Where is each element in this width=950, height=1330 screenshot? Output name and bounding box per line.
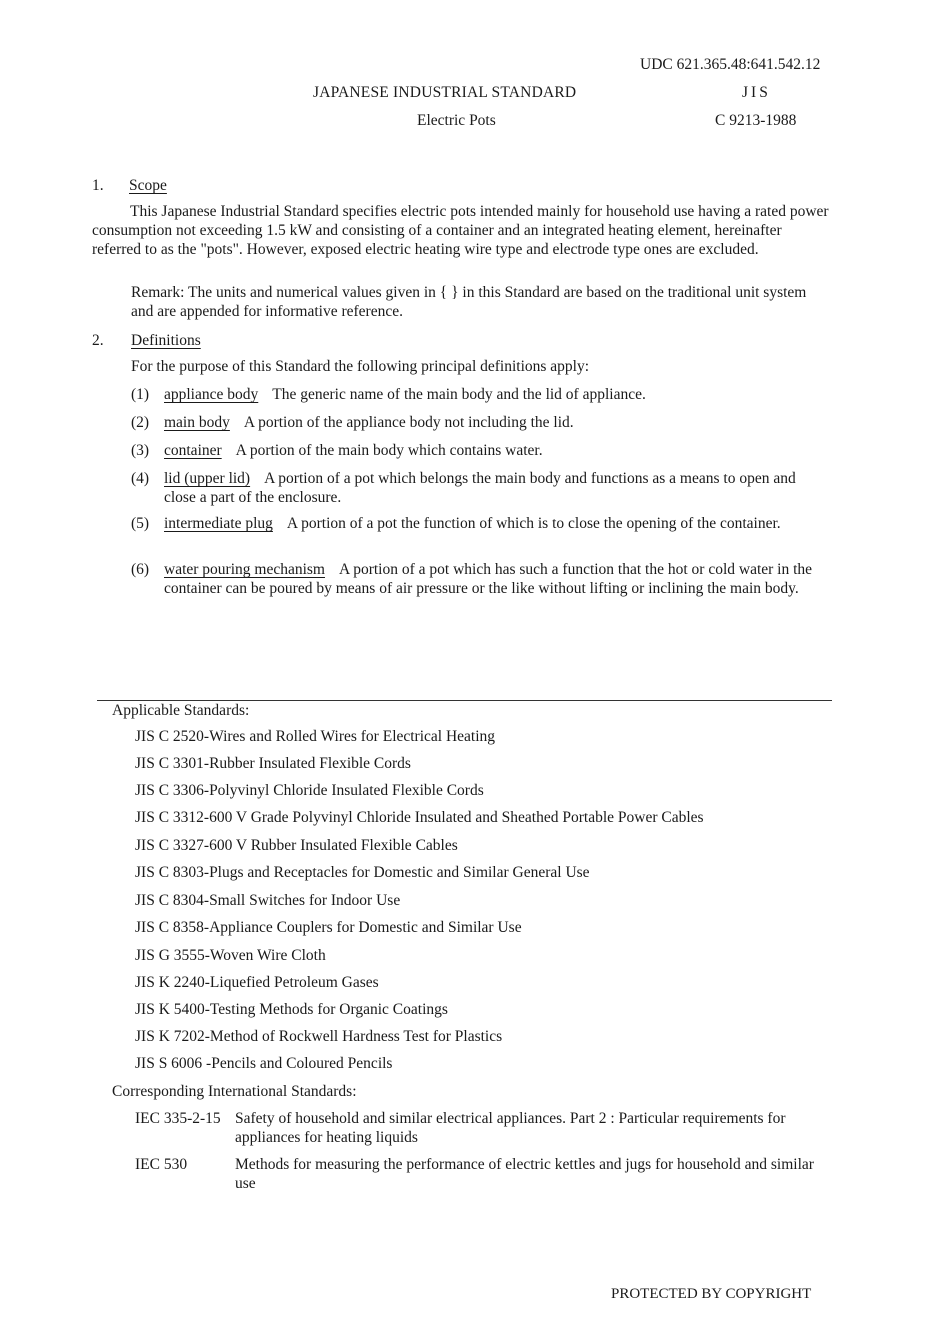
iec-code: IEC 530 xyxy=(135,1156,188,1173)
definition-term: main body xyxy=(164,414,230,431)
corresponding-standard-item xyxy=(135,1110,825,1148)
corresponding-standards-heading: Corresponding International Standards: xyxy=(112,1083,357,1100)
section-2-number: 2. xyxy=(92,332,104,349)
remark-label: Remark: xyxy=(131,284,185,301)
jis-mark: JIS xyxy=(742,84,771,101)
copyright-notice: PROTECTED BY COPYRIGHT xyxy=(611,1286,812,1302)
definition-item xyxy=(131,442,831,461)
definition-term: water pouring mechanism xyxy=(164,561,325,578)
section-1-number: 1. xyxy=(92,177,104,194)
applicable-standard-item: JIS C 8304-Small Switches for Indoor Use xyxy=(135,892,401,909)
definition-item xyxy=(131,515,831,534)
applicable-standard-item: JIS C 8358-Appliance Couplers for Domestic and Similar Use xyxy=(135,919,522,936)
document-number: C 9213-1988 xyxy=(715,112,797,129)
applicable-standard-item: JIS S 6006 -Pencils and Coloured Pencils xyxy=(135,1055,393,1072)
section-1-heading: Scope xyxy=(129,177,167,194)
definition-text: A portion of the appliance body not including the lid. xyxy=(243,414,574,431)
definition-text: A portion of a pot which has such a function that the hot or cold water in the container can be poured by means of air pressure or the like without lifting or inclining the main body. xyxy=(164,561,813,597)
section-2-heading: Definitions xyxy=(131,332,201,349)
applicable-standard-item: JIS C 3306-Polyvinyl Chloride Insulated Flexible Cords xyxy=(135,782,484,799)
definition-number: (4) xyxy=(131,470,150,487)
applicable-standard-item: JIS K 2240-Liquefied Petroleum Gases xyxy=(135,974,379,991)
iec-description: Methods for measuring the performance of electric kettles and jugs for household and similar use xyxy=(235,1156,814,1192)
remark xyxy=(131,284,831,322)
applicable-standard-item: JIS C 3327-600 V Rubber Insulated Flexible Cables xyxy=(135,837,458,854)
scope-body: This Japanese Industrial Standard specifies electric pots intended mainly for household use having a rated power consumption not exceeding 1.5 kW and consisting of a container and an integrated heating element, hereinafter referred to as the "pots". However, exposed electric heating wire type and electrode type ones are excluded. xyxy=(92,203,829,258)
definition-number: (5) xyxy=(131,515,150,532)
definition-text: The generic name of the main body and the lid of appliance. xyxy=(272,386,646,403)
document-title: Electric Pots xyxy=(417,112,496,129)
definition-number: (2) xyxy=(131,414,150,431)
definition-item xyxy=(131,470,831,508)
definition-text: A portion of the main body which contains water. xyxy=(235,442,543,459)
definition-item xyxy=(131,561,831,599)
definition-term: container xyxy=(164,442,222,459)
definition-number: (6) xyxy=(131,561,150,578)
iec-code: IEC 335-2-15 xyxy=(135,1110,221,1127)
definition-number: (1) xyxy=(131,386,150,403)
iec-description: Safety of household and similar electrical appliances. Part 2 : Particular requirements for appliances for heating liquids xyxy=(235,1110,786,1146)
definitions-intro: For the purpose of this Standard the following principal definitions apply: xyxy=(131,358,590,375)
definition-term: lid (upper lid) xyxy=(164,470,251,487)
definition-text: A portion of a pot the function of which is to close the opening of the container. xyxy=(286,515,781,532)
applicable-standard-item: JIS G 3555-Woven Wire Cloth xyxy=(135,947,326,964)
footnote-separator xyxy=(97,700,832,701)
applicable-standard-item: JIS C 3301-Rubber Insulated Flexible Cords xyxy=(135,755,411,772)
applicable-standard-item: JIS C 3312-600 V Grade Polyvinyl Chloride Insulated and Sheathed Portable Power Cables xyxy=(135,809,704,826)
definition-item xyxy=(131,414,831,433)
definition-text: A portion of a pot which belongs the main body and functions as a means to open and close a part of the enclosure. xyxy=(164,470,796,506)
definition-item xyxy=(131,386,831,405)
definition-number: (3) xyxy=(131,442,150,459)
definition-term: intermediate plug xyxy=(164,515,273,532)
standard-title: JAPANESE INDUSTRIAL STANDARD xyxy=(313,84,577,101)
applicable-standard-item: JIS C 8303-Plugs and Receptacles for Domestic and Similar General Use xyxy=(135,864,590,881)
corresponding-standard-item xyxy=(135,1156,825,1194)
applicable-standards-heading: Applicable Standards: xyxy=(112,702,250,719)
remark-text: The units and numerical values given in { } in this Standard are based on the traditional unit system and are appended for informative reference. xyxy=(131,284,807,320)
applicable-standard-item: JIS K 7202-Method of Rockwell Hardness Test for Plastics xyxy=(135,1028,503,1045)
udc-number: UDC 621.365.48:641.542.12 xyxy=(640,56,821,73)
applicable-standard-item: JIS C 2520-Wires and Rolled Wires for Electrical Heating xyxy=(135,728,496,745)
definition-term: appliance body xyxy=(164,386,259,403)
applicable-standard-item: JIS K 5400-Testing Methods for Organic Coatings xyxy=(135,1001,448,1018)
